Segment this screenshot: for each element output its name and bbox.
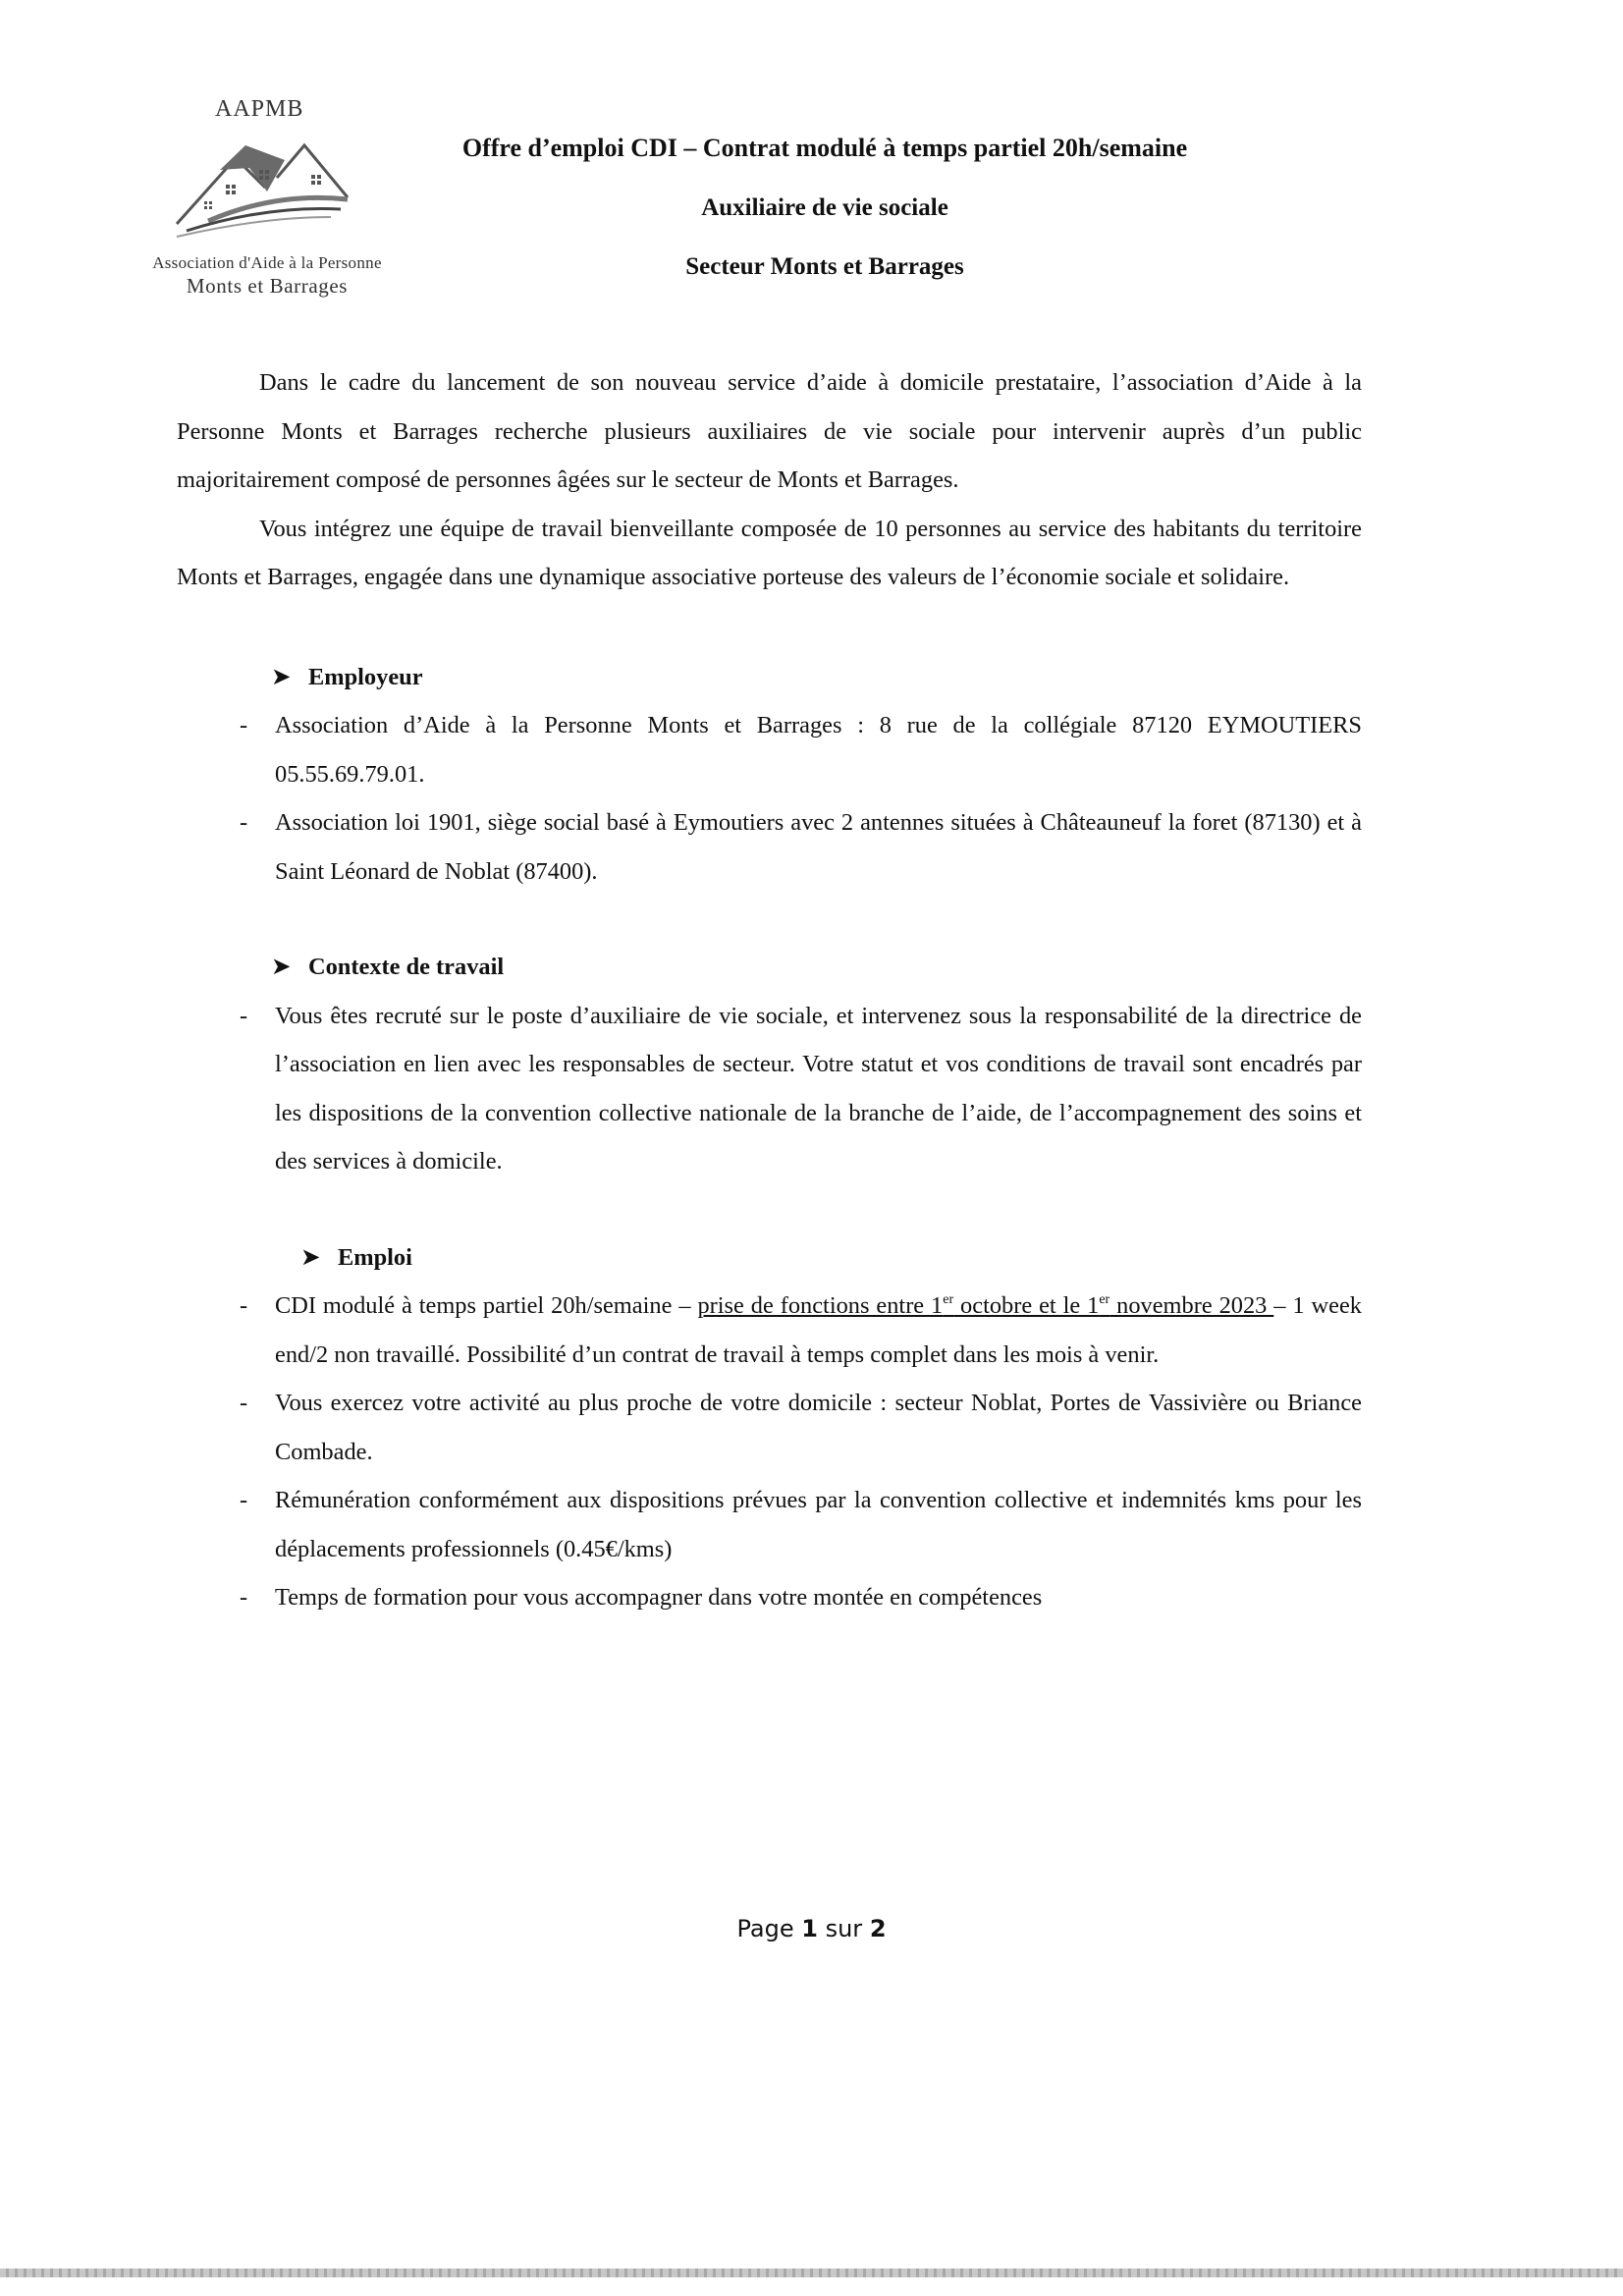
section-heading-context: ➤ Contexte de travail [177,943,1362,992]
start-date-underlined: prise de fonctions entre 1er octobre et le 1er novembre 2023 [697,1292,1274,1319]
logo-name-line1: Association d'Aide à la Personne [152,253,382,272]
employer-list [177,701,1362,896]
arrow-bullet-icon: ➤ [300,1243,321,1271]
list-item: - Vous êtes recruté sur le poste d’auxiliaire de vie sociale, et intervenez sous la responsabilité de la directrice de l’association en lien avec les responsables de secteur. Votre statut et vos conditions de travail sont encadrés par les dispositions de la convention collective nationale de la branche de l’aide, de l’accompagnement des soins et des services à domicile. [240,1002,1362,1175]
arrow-bullet-icon: ➤ [271,663,292,690]
section-heading-job: ➤ Emploi [177,1233,1362,1283]
section-heading-employer: ➤ Employeur [177,653,1362,702]
offer-title: Offre d’emploi CDI – Contrat modulé à temps partiel 20h/semaine [461,134,1188,162]
logo-name-line2: Monts et Barrages [186,274,349,298]
sector-title: Secteur Monts et Barrages [685,253,964,280]
list-item: - Association loi 1901, siège social basé à Eymoutiers avec 2 antennes situées à Châteauneuf la foret (87130) et à Saint Léonard de Noblat (87400). [240,809,1362,885]
list-item: - CDI modulé à temps partiel 20h/semaine – prise de fonctions entre 1er octobre et le 1er novembre 2023 – 1 week end/2 non travaillé. Possibilité d’un contrat de travail à temps complet dans les mois à venir. [240,1292,1362,1368]
logo-acronym: AAPMB [215,96,304,122]
houses-logo-icon [169,131,355,239]
logo-association-name [130,253,405,299]
arrow-bullet-icon: ➤ [271,954,292,980]
list-item: - Association d’Aide à la Personne Monts et Barrages : 8 rue de la collégiale 87120 EYMOUTIERS 05.55.69.79.01. [240,712,1362,788]
list-item: - Rémunération conformément aux dispositions prévues par la convention collective et indemnités kms pour les déplacements professionnels (0.45€/kms) [240,1487,1362,1562]
list-item: - Vous exercez votre activité au plus proche de votre domicile : secteur Noblat, Portes de Vassivière ou Briance Combade. [240,1390,1362,1465]
intro-paragraph: Dans le cadre du lancement de son nouveau service d’aide à domicile prestataire, l’association d’Aide à la Personne Monts et Barrages recherche plusieurs auxiliaires de vie sociale pour intervenir auprès d’un public majoritairement composé de personnes âgées sur le secteur de Monts et Barrages. [177,369,1362,493]
scan-edge-divider [0,2269,1623,2277]
job-title: Auxiliaire de vie sociale [701,194,948,221]
job-list [177,1282,1362,1622]
list-item: - Temps de formation pour vous accompagner dans votre montée en compétences [240,1584,1043,1611]
page-number: Page 1 sur 2 [736,1915,887,1942]
context-list [177,992,1362,1186]
document-body [177,358,1362,1622]
intro-paragraph: Vous intégrez une équipe de travail bienveillante composée de 10 personnes au service des habitants du territoire Monts et Barrages, engagée dans une dynamique associative porteuse des valeurs de l’économie sociale et solidaire. [177,515,1362,590]
